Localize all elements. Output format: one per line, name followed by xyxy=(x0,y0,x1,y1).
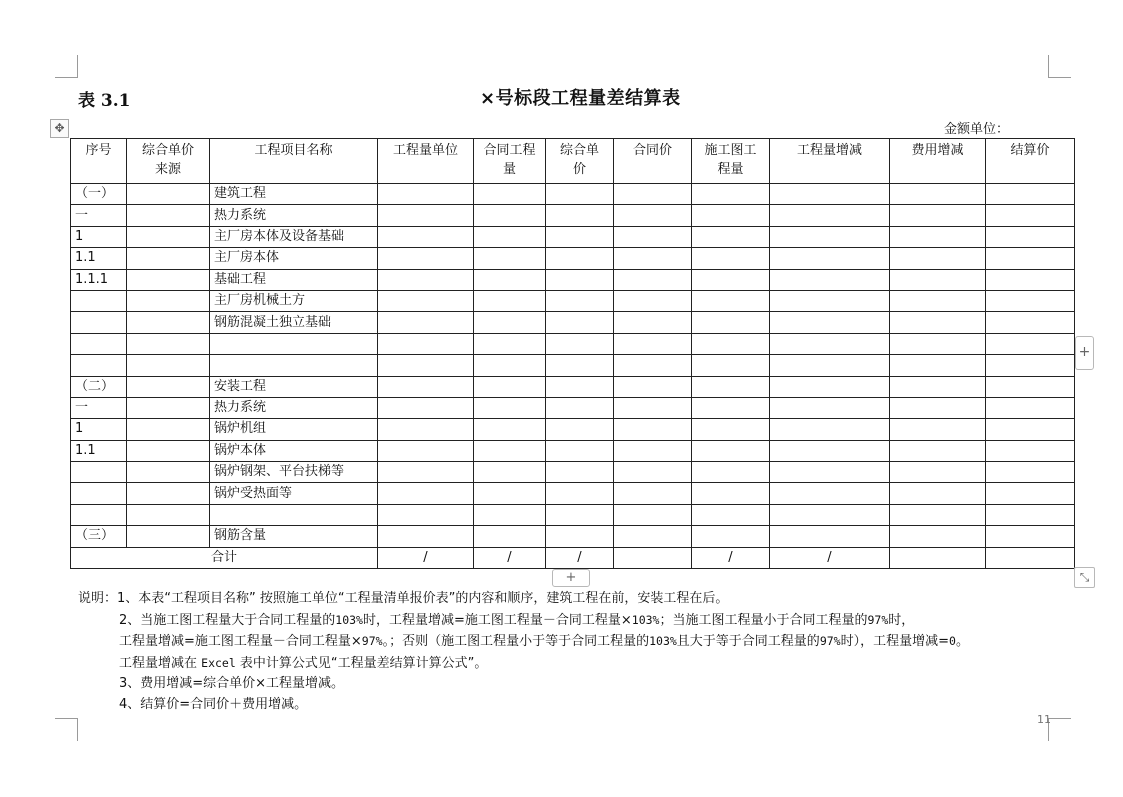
table-cell[interactable] xyxy=(210,504,378,525)
table-cell[interactable] xyxy=(614,462,692,483)
page-corner-mark-top-right xyxy=(1048,55,1071,78)
table-cell[interactable] xyxy=(474,333,546,354)
table-cell[interactable] xyxy=(546,269,614,290)
table-cell[interactable] xyxy=(474,248,546,269)
move-arrows-icon: ✥ xyxy=(54,121,65,135)
table-cell[interactable] xyxy=(378,312,474,333)
table-cell[interactable] xyxy=(474,526,546,547)
table-cell[interactable] xyxy=(474,397,546,418)
table-cell[interactable] xyxy=(770,526,890,547)
table-row xyxy=(71,312,1075,333)
table-cell[interactable] xyxy=(127,397,210,418)
table-cell[interactable]: （三） xyxy=(71,526,127,547)
table-row xyxy=(71,269,1075,290)
table-cell[interactable] xyxy=(890,290,986,311)
table-row xyxy=(71,333,1075,354)
table-cell[interactable] xyxy=(71,333,127,354)
table-cell[interactable] xyxy=(127,333,210,354)
table-cell[interactable] xyxy=(127,504,210,525)
table-cell[interactable] xyxy=(770,440,890,461)
table-cell[interactable] xyxy=(890,205,986,226)
table-cell[interactable]: / xyxy=(770,547,890,568)
table-cell[interactable] xyxy=(546,376,614,397)
column-header[interactable]: 结算价 xyxy=(986,139,1075,184)
plus-icon: + xyxy=(565,570,577,585)
table-cell[interactable] xyxy=(692,483,770,504)
table-cell[interactable] xyxy=(378,526,474,547)
table-cell[interactable] xyxy=(986,376,1075,397)
table-cell[interactable] xyxy=(890,184,986,205)
table-cell[interactable] xyxy=(986,462,1075,483)
table-cell[interactable]: / xyxy=(692,547,770,568)
table-cell[interactable] xyxy=(614,504,692,525)
table-cell[interactable] xyxy=(890,376,986,397)
table-cell[interactable] xyxy=(986,333,1075,354)
table-cell[interactable] xyxy=(474,483,546,504)
table-cell[interactable]: 1.1 xyxy=(71,248,127,269)
table-cell[interactable] xyxy=(692,184,770,205)
table-cell[interactable] xyxy=(378,440,474,461)
table-cell[interactable] xyxy=(378,419,474,440)
table-cell[interactable] xyxy=(614,248,692,269)
table-cell[interactable] xyxy=(127,376,210,397)
table-cell[interactable] xyxy=(614,547,692,568)
table-cell[interactable] xyxy=(890,355,986,376)
table-cell[interactable] xyxy=(127,226,210,247)
table-cell[interactable] xyxy=(474,376,546,397)
table-cell[interactable] xyxy=(127,184,210,205)
note-line: 3、费用增减=综合单价×工程量增减。 xyxy=(119,676,345,691)
table-cell[interactable] xyxy=(770,226,890,247)
table-cell[interactable] xyxy=(890,333,986,354)
table-cell[interactable] xyxy=(692,312,770,333)
note-line: 2、当施工图工程量大于合同工程量的103%时，工程量增减=施工图工程量－合同工程量×103%；当施工图工程量小于合同工程量的97%时， xyxy=(119,612,915,628)
table-header-row xyxy=(71,139,1075,184)
table-cell[interactable] xyxy=(127,312,210,333)
column-header[interactable]: 费用增减 xyxy=(890,139,986,184)
table-cell[interactable] xyxy=(614,526,692,547)
table-cell[interactable] xyxy=(770,312,890,333)
table-cell[interactable] xyxy=(546,184,614,205)
page-corner-mark-top-left xyxy=(55,55,78,78)
table-cell[interactable] xyxy=(614,184,692,205)
table-cell[interactable]: 建筑工程 xyxy=(210,184,378,205)
table-cell[interactable] xyxy=(546,504,614,525)
expand-icon: ⤡ xyxy=(1079,570,1090,584)
table-cell[interactable]: 锅炉受热面等 xyxy=(210,483,378,504)
table-cell[interactable] xyxy=(546,248,614,269)
table-cell[interactable] xyxy=(770,355,890,376)
table-cell[interactable] xyxy=(474,419,546,440)
table-cell[interactable] xyxy=(614,397,692,418)
column-header[interactable]: 合同工程量 xyxy=(474,139,546,184)
table-cell[interactable]: 1 xyxy=(71,226,127,247)
table-row xyxy=(71,355,1075,376)
table-cell[interactable] xyxy=(692,226,770,247)
table-cell[interactable] xyxy=(770,333,890,354)
table-move-handle[interactable] xyxy=(50,119,69,138)
table-cell[interactable] xyxy=(546,440,614,461)
table-cell[interactable] xyxy=(986,397,1075,418)
table-row xyxy=(71,504,1075,525)
table-cell[interactable] xyxy=(614,483,692,504)
table-cell[interactable] xyxy=(770,419,890,440)
table-cell[interactable]: 锅炉本体 xyxy=(210,440,378,461)
table-cell[interactable] xyxy=(986,290,1075,311)
table-cell[interactable] xyxy=(986,504,1075,525)
note-line: 4、结算价=合同价＋费用增减。 xyxy=(119,696,308,712)
table-cell[interactable] xyxy=(474,290,546,311)
table-cell[interactable] xyxy=(210,355,378,376)
table-cell[interactable] xyxy=(127,419,210,440)
table-cell[interactable] xyxy=(378,184,474,205)
table-cell[interactable] xyxy=(71,462,127,483)
table-cell[interactable] xyxy=(890,397,986,418)
table-cell[interactable] xyxy=(692,462,770,483)
table-cell[interactable] xyxy=(692,397,770,418)
table-cell[interactable] xyxy=(614,269,692,290)
column-header[interactable]: 合同价 xyxy=(614,139,692,184)
table-cell[interactable] xyxy=(378,248,474,269)
table-cell[interactable] xyxy=(770,504,890,525)
table-cell[interactable] xyxy=(127,483,210,504)
table-cell[interactable]: 一 xyxy=(71,397,127,418)
total-row xyxy=(71,547,1075,568)
table-cell[interactable] xyxy=(71,290,127,311)
table-row xyxy=(71,397,1075,418)
table-cell[interactable] xyxy=(986,205,1075,226)
table-cell[interactable] xyxy=(71,504,127,525)
table-cell[interactable] xyxy=(986,440,1075,461)
table-resize-handle[interactable] xyxy=(1074,567,1095,588)
table-cell[interactable] xyxy=(890,547,986,568)
table-cell[interactable] xyxy=(546,205,614,226)
table-cell[interactable] xyxy=(692,248,770,269)
table-cell[interactable] xyxy=(127,290,210,311)
table-cell[interactable] xyxy=(890,526,986,547)
table-cell[interactable] xyxy=(127,248,210,269)
table-cell[interactable]: 1 xyxy=(71,419,127,440)
table-cell[interactable] xyxy=(614,333,692,354)
table-cell[interactable] xyxy=(770,376,890,397)
plus-icon: + xyxy=(1078,344,1091,360)
table-cell[interactable] xyxy=(770,248,890,269)
table-cell[interactable] xyxy=(890,504,986,525)
table-cell[interactable] xyxy=(890,462,986,483)
table-cell[interactable] xyxy=(474,269,546,290)
table-cell[interactable] xyxy=(890,440,986,461)
table-row xyxy=(71,419,1075,440)
table-cell[interactable] xyxy=(986,355,1075,376)
table-cell[interactable] xyxy=(614,205,692,226)
table-cell[interactable] xyxy=(770,184,890,205)
table-cell[interactable] xyxy=(770,397,890,418)
column-header[interactable]: 综合单价 xyxy=(546,139,614,184)
column-header[interactable]: 序号 xyxy=(71,139,127,184)
table-cell[interactable] xyxy=(378,504,474,525)
table-cell[interactable] xyxy=(71,312,127,333)
table-cell[interactable] xyxy=(986,419,1075,440)
table-cell[interactable] xyxy=(546,483,614,504)
table-cell[interactable] xyxy=(378,333,474,354)
table-row xyxy=(71,184,1075,205)
table-cell[interactable] xyxy=(614,312,692,333)
table-cell[interactable] xyxy=(770,483,890,504)
document-title: ×号标段工程量差结算表 xyxy=(480,88,681,109)
table-cell[interactable]: 钢筋含量 xyxy=(210,526,378,547)
column-header[interactable]: 工程项目名称 xyxy=(210,139,378,184)
table-cell[interactable]: 热力系统 xyxy=(210,397,378,418)
table-cell[interactable] xyxy=(378,462,474,483)
table-cell[interactable] xyxy=(378,355,474,376)
table-cell[interactable]: 1.1.1 xyxy=(71,269,127,290)
table-cell[interactable] xyxy=(692,526,770,547)
table-number-label: 表 3.1 xyxy=(78,91,131,111)
table-cell[interactable]: 主厂房本体 xyxy=(210,248,378,269)
table-cell[interactable] xyxy=(474,205,546,226)
table-cell[interactable] xyxy=(614,419,692,440)
table-row xyxy=(71,376,1075,397)
table-cell[interactable] xyxy=(474,462,546,483)
note-line: 工程量增减=施工图工程量－合同工程量×97%。；否则（施工图工程量小于等于合同工程量的103%且大于等于合同工程量的97%时），工程量增减=0。 xyxy=(119,634,969,649)
note-line: 工程量增减在 Excel 表中计算公式见“工程量差结算计算公式”。 xyxy=(119,655,488,671)
table-cell[interactable] xyxy=(127,462,210,483)
table-cell[interactable]: / xyxy=(546,547,614,568)
table-cell[interactable]: （一） xyxy=(71,184,127,205)
table-cell[interactable] xyxy=(546,333,614,354)
table-body xyxy=(71,184,1075,548)
table-cell[interactable] xyxy=(378,483,474,504)
table-cell[interactable] xyxy=(546,290,614,311)
table-cell[interactable] xyxy=(770,205,890,226)
page-corner-mark-bottom-right xyxy=(1048,718,1071,741)
table-cell[interactable] xyxy=(986,312,1075,333)
table-cell[interactable] xyxy=(986,226,1075,247)
table-cell[interactable] xyxy=(614,440,692,461)
table-row xyxy=(71,526,1075,547)
add-row-button[interactable] xyxy=(552,569,590,587)
table-cell[interactable] xyxy=(614,376,692,397)
table-cell[interactable] xyxy=(890,269,986,290)
table-cell[interactable] xyxy=(474,184,546,205)
table-cell[interactable] xyxy=(986,248,1075,269)
table-cell[interactable] xyxy=(692,333,770,354)
table-cell[interactable] xyxy=(692,504,770,525)
table-cell[interactable]: 锅炉钢架、平台扶梯等 xyxy=(210,462,378,483)
table-cell[interactable] xyxy=(890,248,986,269)
table-cell[interactable] xyxy=(378,205,474,226)
table-cell[interactable] xyxy=(127,440,210,461)
table-cell[interactable] xyxy=(614,290,692,311)
table-cell[interactable]: 安装工程 xyxy=(210,376,378,397)
table-cell[interactable] xyxy=(546,526,614,547)
page-number: 11 xyxy=(1037,713,1051,726)
table-cell[interactable] xyxy=(546,419,614,440)
table-row xyxy=(71,440,1075,461)
add-column-button[interactable] xyxy=(1075,336,1094,370)
table-cell[interactable] xyxy=(546,462,614,483)
table-cell[interactable] xyxy=(71,483,127,504)
table-cell[interactable] xyxy=(692,269,770,290)
table-cell[interactable] xyxy=(71,355,127,376)
table-cell[interactable] xyxy=(546,355,614,376)
column-header[interactable]: 工程量单位 xyxy=(378,139,474,184)
table-cell[interactable]: 主厂房机械土方 xyxy=(210,290,378,311)
table-cell[interactable]: 1.1 xyxy=(71,440,127,461)
column-header[interactable]: 工程量增减 xyxy=(770,139,890,184)
table-cell[interactable] xyxy=(546,397,614,418)
column-header[interactable]: 综合单价来源 xyxy=(127,139,210,184)
table-cell[interactable] xyxy=(378,290,474,311)
table-row xyxy=(71,248,1075,269)
table-cell[interactable] xyxy=(474,312,546,333)
table-cell[interactable] xyxy=(770,462,890,483)
table-cell[interactable] xyxy=(986,269,1075,290)
table-cell[interactable] xyxy=(127,355,210,376)
table-cell[interactable] xyxy=(986,483,1075,504)
table-cell[interactable] xyxy=(890,419,986,440)
table-cell[interactable] xyxy=(986,526,1075,547)
note-line: 说明：1、本表“工程项目名称” 按照施工单位“工程量清单报价表”的内容和顺序，建筑工程在前，安装工程在后。 xyxy=(78,591,729,606)
table-cell[interactable] xyxy=(210,333,378,354)
amount-unit-label: 金额单位： xyxy=(944,122,1010,137)
table-cell[interactable] xyxy=(614,355,692,376)
table-cell[interactable] xyxy=(890,226,986,247)
table-cell[interactable]: （二） xyxy=(71,376,127,397)
total-label-cell[interactable]: 合计 xyxy=(71,547,378,568)
table-cell[interactable] xyxy=(378,397,474,418)
table-cell[interactable] xyxy=(890,312,986,333)
table-cell[interactable]: / xyxy=(474,547,546,568)
table-cell[interactable]: / xyxy=(378,547,474,568)
table-row xyxy=(71,462,1075,483)
table-cell[interactable] xyxy=(546,312,614,333)
table-row xyxy=(71,205,1075,226)
table-cell[interactable] xyxy=(474,440,546,461)
table-cell[interactable]: 锅炉机组 xyxy=(210,419,378,440)
table-cell[interactable] xyxy=(692,440,770,461)
page-corner-mark-bottom-left xyxy=(55,718,78,741)
table-cell[interactable] xyxy=(692,290,770,311)
column-header[interactable]: 施工图工程量 xyxy=(692,139,770,184)
table-cell[interactable]: 主厂房本体及设备基础 xyxy=(210,226,378,247)
table-cell[interactable] xyxy=(890,483,986,504)
table-cell[interactable] xyxy=(986,547,1075,568)
table-cell[interactable] xyxy=(378,269,474,290)
table-cell[interactable] xyxy=(127,526,210,547)
table-cell[interactable] xyxy=(474,355,546,376)
table-cell[interactable] xyxy=(770,269,890,290)
table-cell[interactable] xyxy=(474,504,546,525)
table-cell[interactable] xyxy=(692,419,770,440)
table-cell[interactable] xyxy=(378,376,474,397)
table-cell[interactable] xyxy=(127,269,210,290)
table-cell[interactable] xyxy=(546,226,614,247)
table-cell[interactable] xyxy=(986,184,1075,205)
table-cell[interactable] xyxy=(692,376,770,397)
table-cell[interactable]: 一 xyxy=(71,205,127,226)
settlement-table xyxy=(70,138,1075,569)
table-cell[interactable]: 基础工程 xyxy=(210,269,378,290)
table-cell[interactable] xyxy=(378,226,474,247)
table-row xyxy=(71,226,1075,247)
table-cell[interactable]: 钢筋混凝土独立基础 xyxy=(210,312,378,333)
table-cell[interactable] xyxy=(127,205,210,226)
table-cell[interactable] xyxy=(770,290,890,311)
table-cell[interactable] xyxy=(692,205,770,226)
notes-section xyxy=(78,589,969,715)
table-cell[interactable] xyxy=(692,355,770,376)
table-row xyxy=(71,290,1075,311)
table-cell[interactable] xyxy=(474,226,546,247)
table-cell[interactable]: 热力系统 xyxy=(210,205,378,226)
table-row xyxy=(71,483,1075,504)
table-cell[interactable] xyxy=(614,226,692,247)
